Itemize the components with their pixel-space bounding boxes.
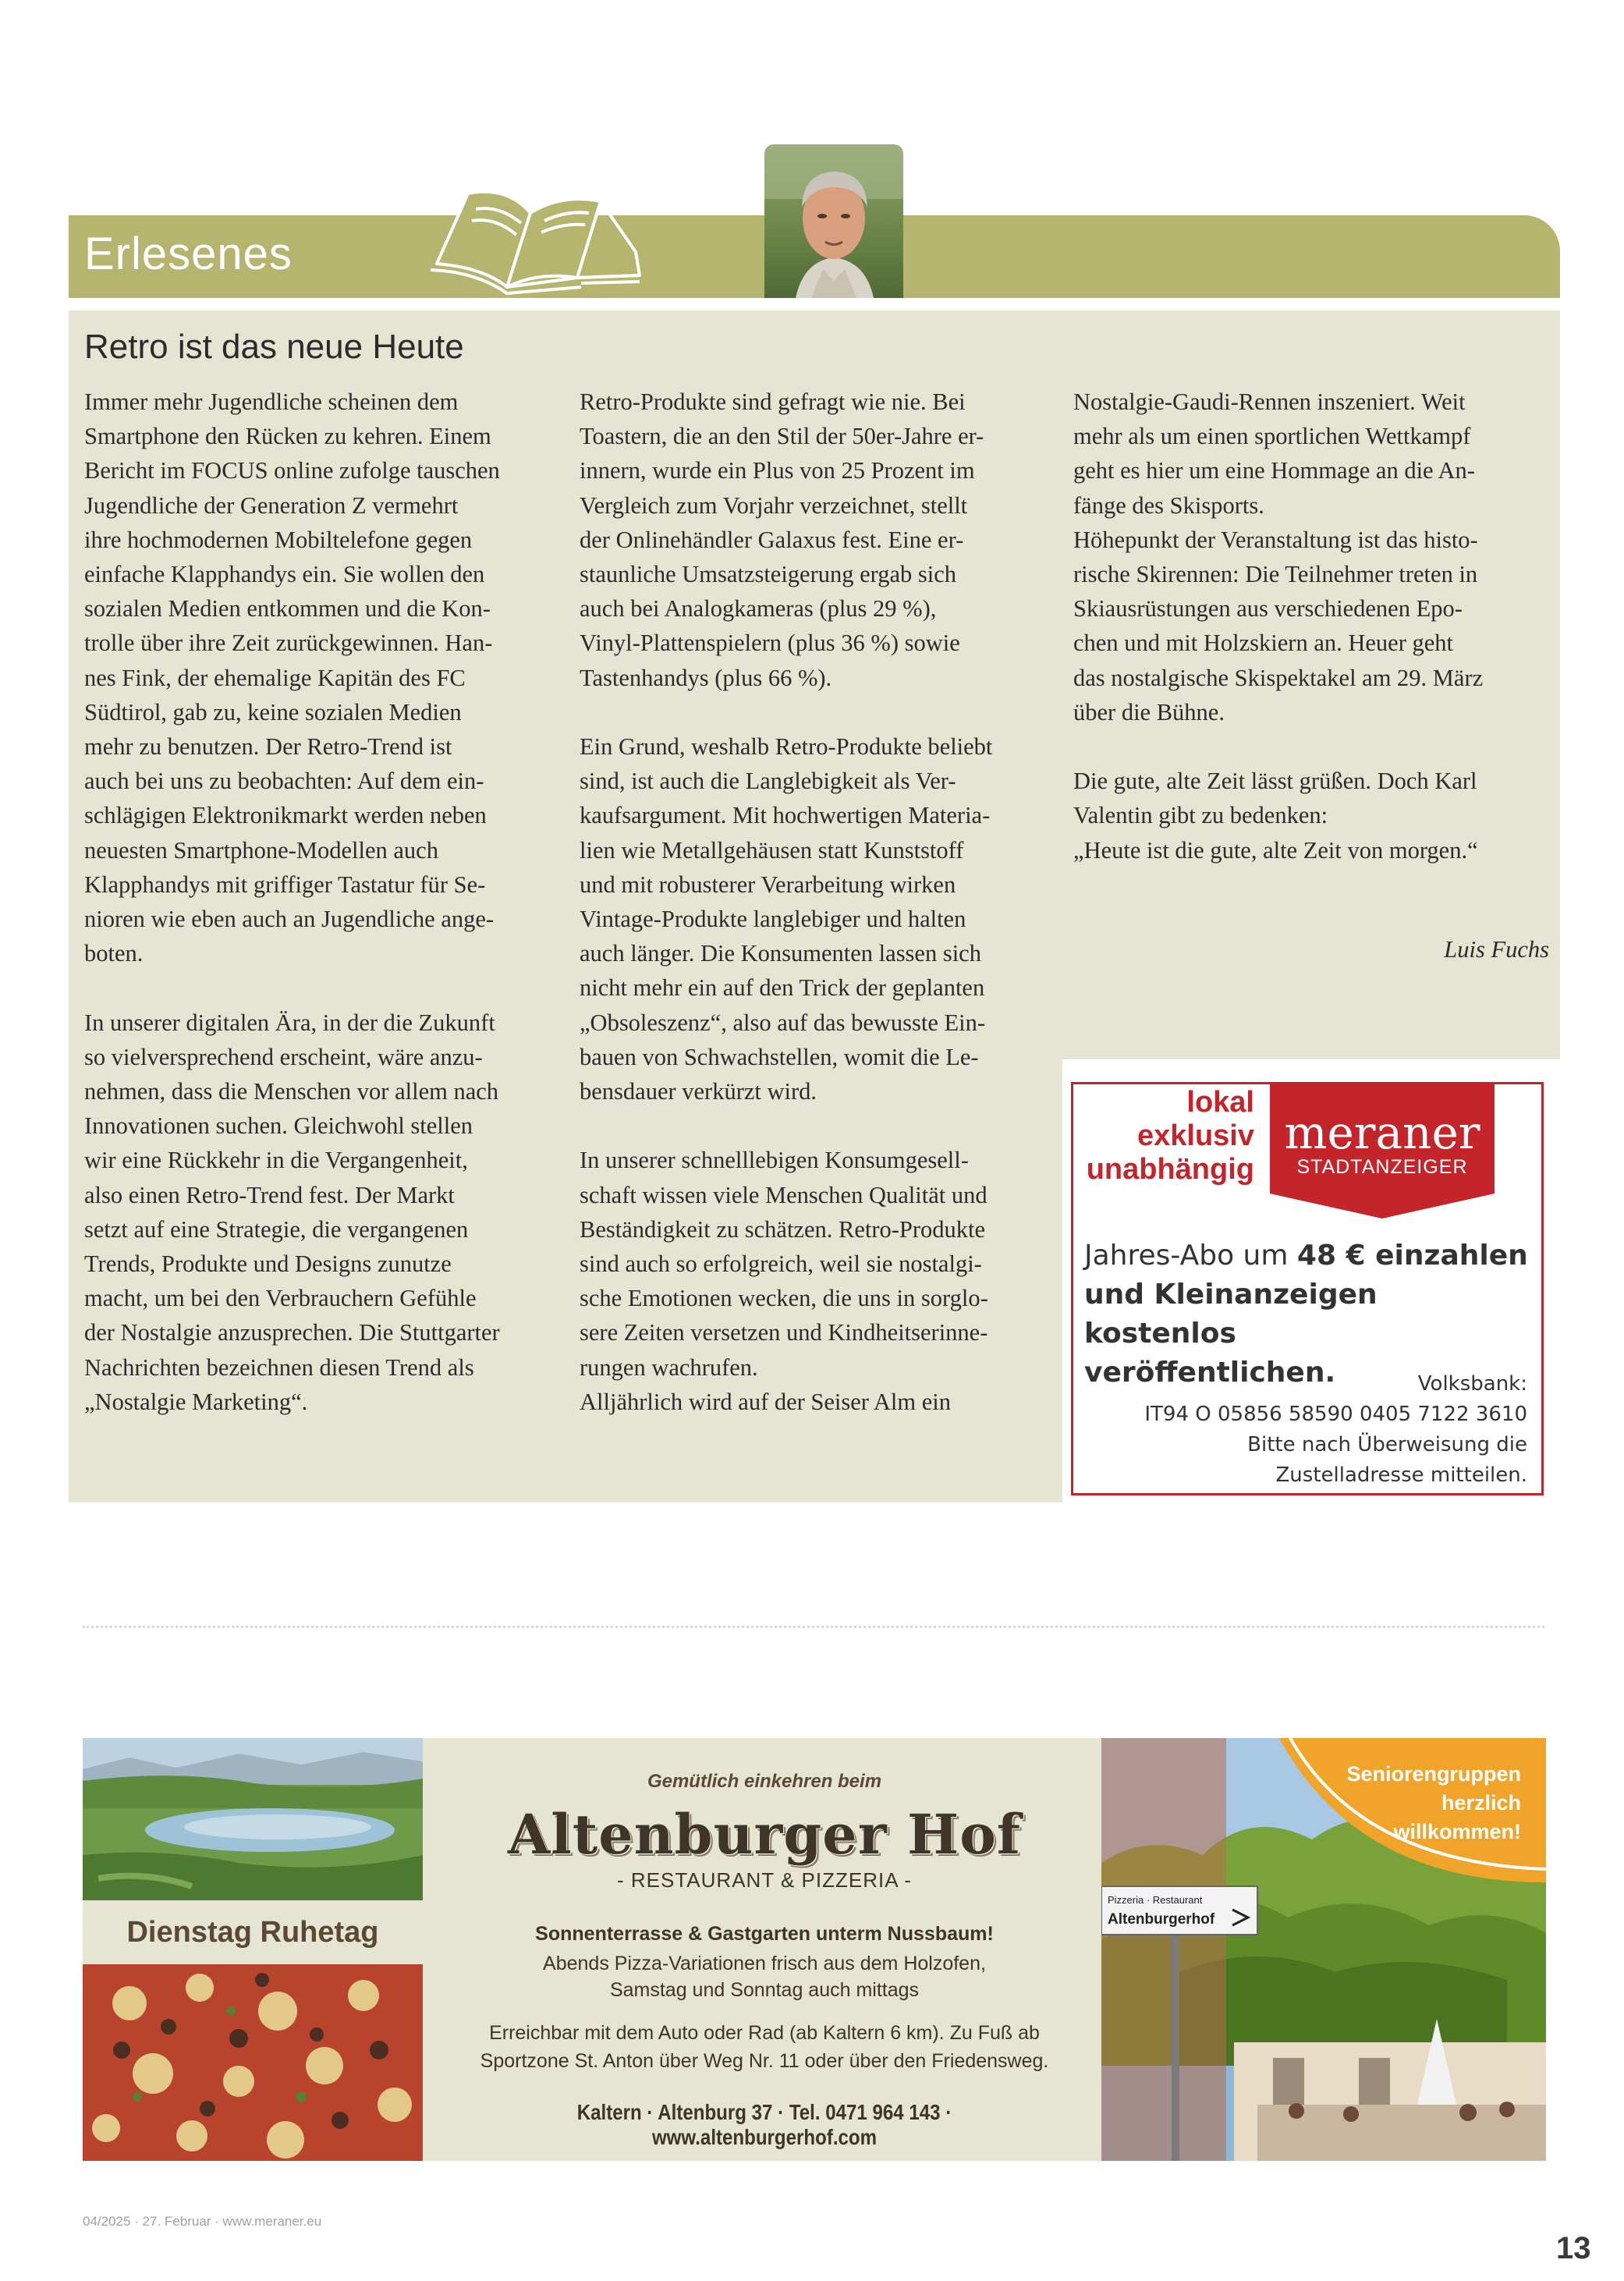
closed-day-label: Dienstag Ruhetag xyxy=(126,1915,379,1949)
badge-line: willkommen! xyxy=(1393,1820,1521,1843)
restaurant-directions xyxy=(437,2019,1092,2075)
pizza-photo xyxy=(83,1964,423,2161)
lake-landscape-photo xyxy=(83,1738,423,1900)
restaurant-name-logo: Altenburger Hof xyxy=(507,1802,1022,1867)
restaurant-pizza-text xyxy=(437,1950,1092,2003)
open-book-icon xyxy=(421,178,647,295)
ad-bank-label: Volksbank: xyxy=(1417,1372,1527,1396)
seniors-welcome-text xyxy=(1295,1760,1521,1846)
ad-offer-pre: Jahres-Abo um xyxy=(1084,1240,1297,1272)
article-title: Retro ist das neue Heute xyxy=(84,328,464,366)
ad-offer-line2: und Kleinanzeigen kostenlos xyxy=(1084,1279,1378,1350)
restaurant-subtitle: - RESTAURANT & PIZZERIA - xyxy=(617,1868,912,1892)
ad-tagline-line: unabhängig xyxy=(1086,1153,1254,1186)
ad-tagline xyxy=(1084,1086,1254,1187)
meraner-logo xyxy=(1270,1084,1495,1219)
restaurant-terrace-text: Sonnenterrasse & Gastgarten unterm Nussbaum! xyxy=(535,1923,994,1945)
section-title: Erlesenes xyxy=(84,229,293,279)
footer-issue-info: 04/2025 · 27. Februar · www.meraner.eu xyxy=(83,2214,322,2229)
ad-tagline-line: lokal xyxy=(1186,1086,1254,1119)
restaurant-lead-text: Gemütlich einkehren beim xyxy=(647,1771,882,1792)
page-number: 13 xyxy=(1556,2231,1591,2265)
ad-note-line: Bitte nach Überweisung die xyxy=(1247,1433,1527,1456)
article-column-3: Nostalgie-Gaudi-Rennen inszeniert. Weit mehr als um einen sportlichen Wettkampf geht es hier um eine Hommage an die An- fänge des Skisports. Höhepunkt der Veranstaltung ist das histo- rische Skirennen: Die Teilnehmer treten in Skiausrüstungen aus verschiedenen Epo- chen und mit Holzskiern an. Heuer geht das nostalgische Skispektakel am 29. März über die Bühne. Die gute, alte Zeit lässt grüßen. Doch Karl Valentin gibt zu bedenken: „Heute ist die gute, alte Zeit von morgen.“ xyxy=(1073,388,1484,864)
restaurant-contact-line[interactable]: Kaltern · Altenburg 37 · Tel. 0471 964 143 · www.altenburgerhof.com xyxy=(576,2100,952,2149)
ad-note-line: Zustelladresse mitteilen. xyxy=(1275,1463,1527,1487)
ad-offer-price: 48 € einzahlen xyxy=(1296,1240,1528,1272)
sign-line-1: Pizzeria · Restaurant xyxy=(1108,1894,1203,1906)
ad-logo-name: meraner xyxy=(1284,1106,1480,1159)
sign-line-2: Altenburgerhof xyxy=(1108,1911,1215,1928)
restaurant-directions-line: Sportzone St. Anton über Weg Nr. 11 oder über den Friedensweg. xyxy=(480,2050,1049,2072)
ad-bank-details xyxy=(1084,1369,1527,1491)
badge-line: herzlich xyxy=(1441,1791,1521,1815)
author-signature: Luis Fuchs xyxy=(1444,936,1549,963)
author-photo xyxy=(764,144,903,298)
article-column-1: Immer mehr Jugendliche scheinen dem Smartphone den Rücken zu kehren. Einem Bericht im FOCUS online zufolge tauschen Jugendliche der Generation Z vermehrt ihre hochmodernen Mobiltelefone gegen einfache Klapphandys ein. Sie wollen den sozialen Medien entkommen und die Kon- trolle über ihre Zeit zurückgewinnen. Han- nes Fink, der ehemalige Kapitän des FC Südtirol, gab zu, keine sozialen Medien mehr zu benutzen. Der Retro-Trend ist auch bei uns zu beobachten: Auf dem ein- schlägigen Elektronikmarkt werden neben neuesten Smartphone-Modellen auch Klapphandys mit griffiger Tastatur für Se- nioren wie eben auch an Jugendliche ange- boten. In unserer digitalen Ära, in der die Zukunft so vielversprechend erscheint, wäre anzu- nehmen, dass die Menschen vor allem nach Innovationen suchen. Gleichwohl stellen wir eine Rückkehr in die Vergangenheit, also einen Retro-Trend fest. Der Markt setzt auf eine Strategie, die vergangenen Trends, Produkte und Designs zunutze macht, um bei den Verbrauchern Gefühle der Nostalgie anzusprechen. Die Stuttgarter Nachrichten bezeichnen diesen Trend als „Nostalgie Marketing“. xyxy=(84,388,500,1415)
dotted-divider xyxy=(83,1626,1544,1628)
ad-tagline-line: exklusiv xyxy=(1137,1119,1254,1152)
ad-offer-line3: veröffentlichen. xyxy=(1084,1357,1336,1389)
ad-logo-sub: STADTANZEIGER xyxy=(1296,1156,1468,1178)
article-column-2: Retro-Produkte sind gefragt wie nie. Bei Toastern, die an den Stil der 50er-Jahre er- innern, wurde ein Plus von 25 Prozent im Vergleich zum Vorjahr verzeichnet, stellt der Onlinehändler Galaxus fest. Eine er- staunliche Umsatzsteigerung ergab sich auch bei Analogkameras (plus 29 %), Vinyl-Plattenspielern (plus 36 %) sowie Tastenhandys (plus 66 %). Ein Grund, weshalb Retro-Produkte beliebt sind, ist auch die Langlebigkeit als Ver- kaufsargument. Mit hochwertigen Materia- lien wie Metallgehäusen statt Kunststoff und mit robusterer Verarbeitung wirken Vintage-Produkte langlebiger und halten auch länger. Die Konsumenten lassen sich nicht mehr ein auf den Trick der geplanten „Obsoleszenz“, also auf das bewusste Ein- bauen von Schwachstellen, womit die Le- bensdauer verkürzt wird. In unserer schnelllebigen Konsumgesell- schaft wissen viele Menschen Qualität und Beständigkeit zu schätzen. Retro-Produkte sind auch so erfolgreich, weil sie nostalgi- sche Emotionen wecken, die uns in sorglo- sere Zeiten versetzen und Kindheitserinne- rungen wachrufen. Alljährlich wird auf der Seiser Alm ein xyxy=(580,388,993,1415)
restaurant-pizza-line: Abends Pizza-Variationen frisch aus dem Holzofen, xyxy=(543,1953,986,1974)
restaurant-directions-line: Erreichbar mit dem Auto oder Rad (ab Kaltern 6 km). Zu Fuß ab xyxy=(489,2022,1040,2044)
ad-iban: IT94 O 05856 58590 0405 7122 3610 xyxy=(1144,1403,1527,1426)
restaurant-pizza-line: Samstag und Sonntag auch mittags xyxy=(609,1979,920,2001)
badge-line: Seniorengruppen xyxy=(1346,1762,1521,1786)
